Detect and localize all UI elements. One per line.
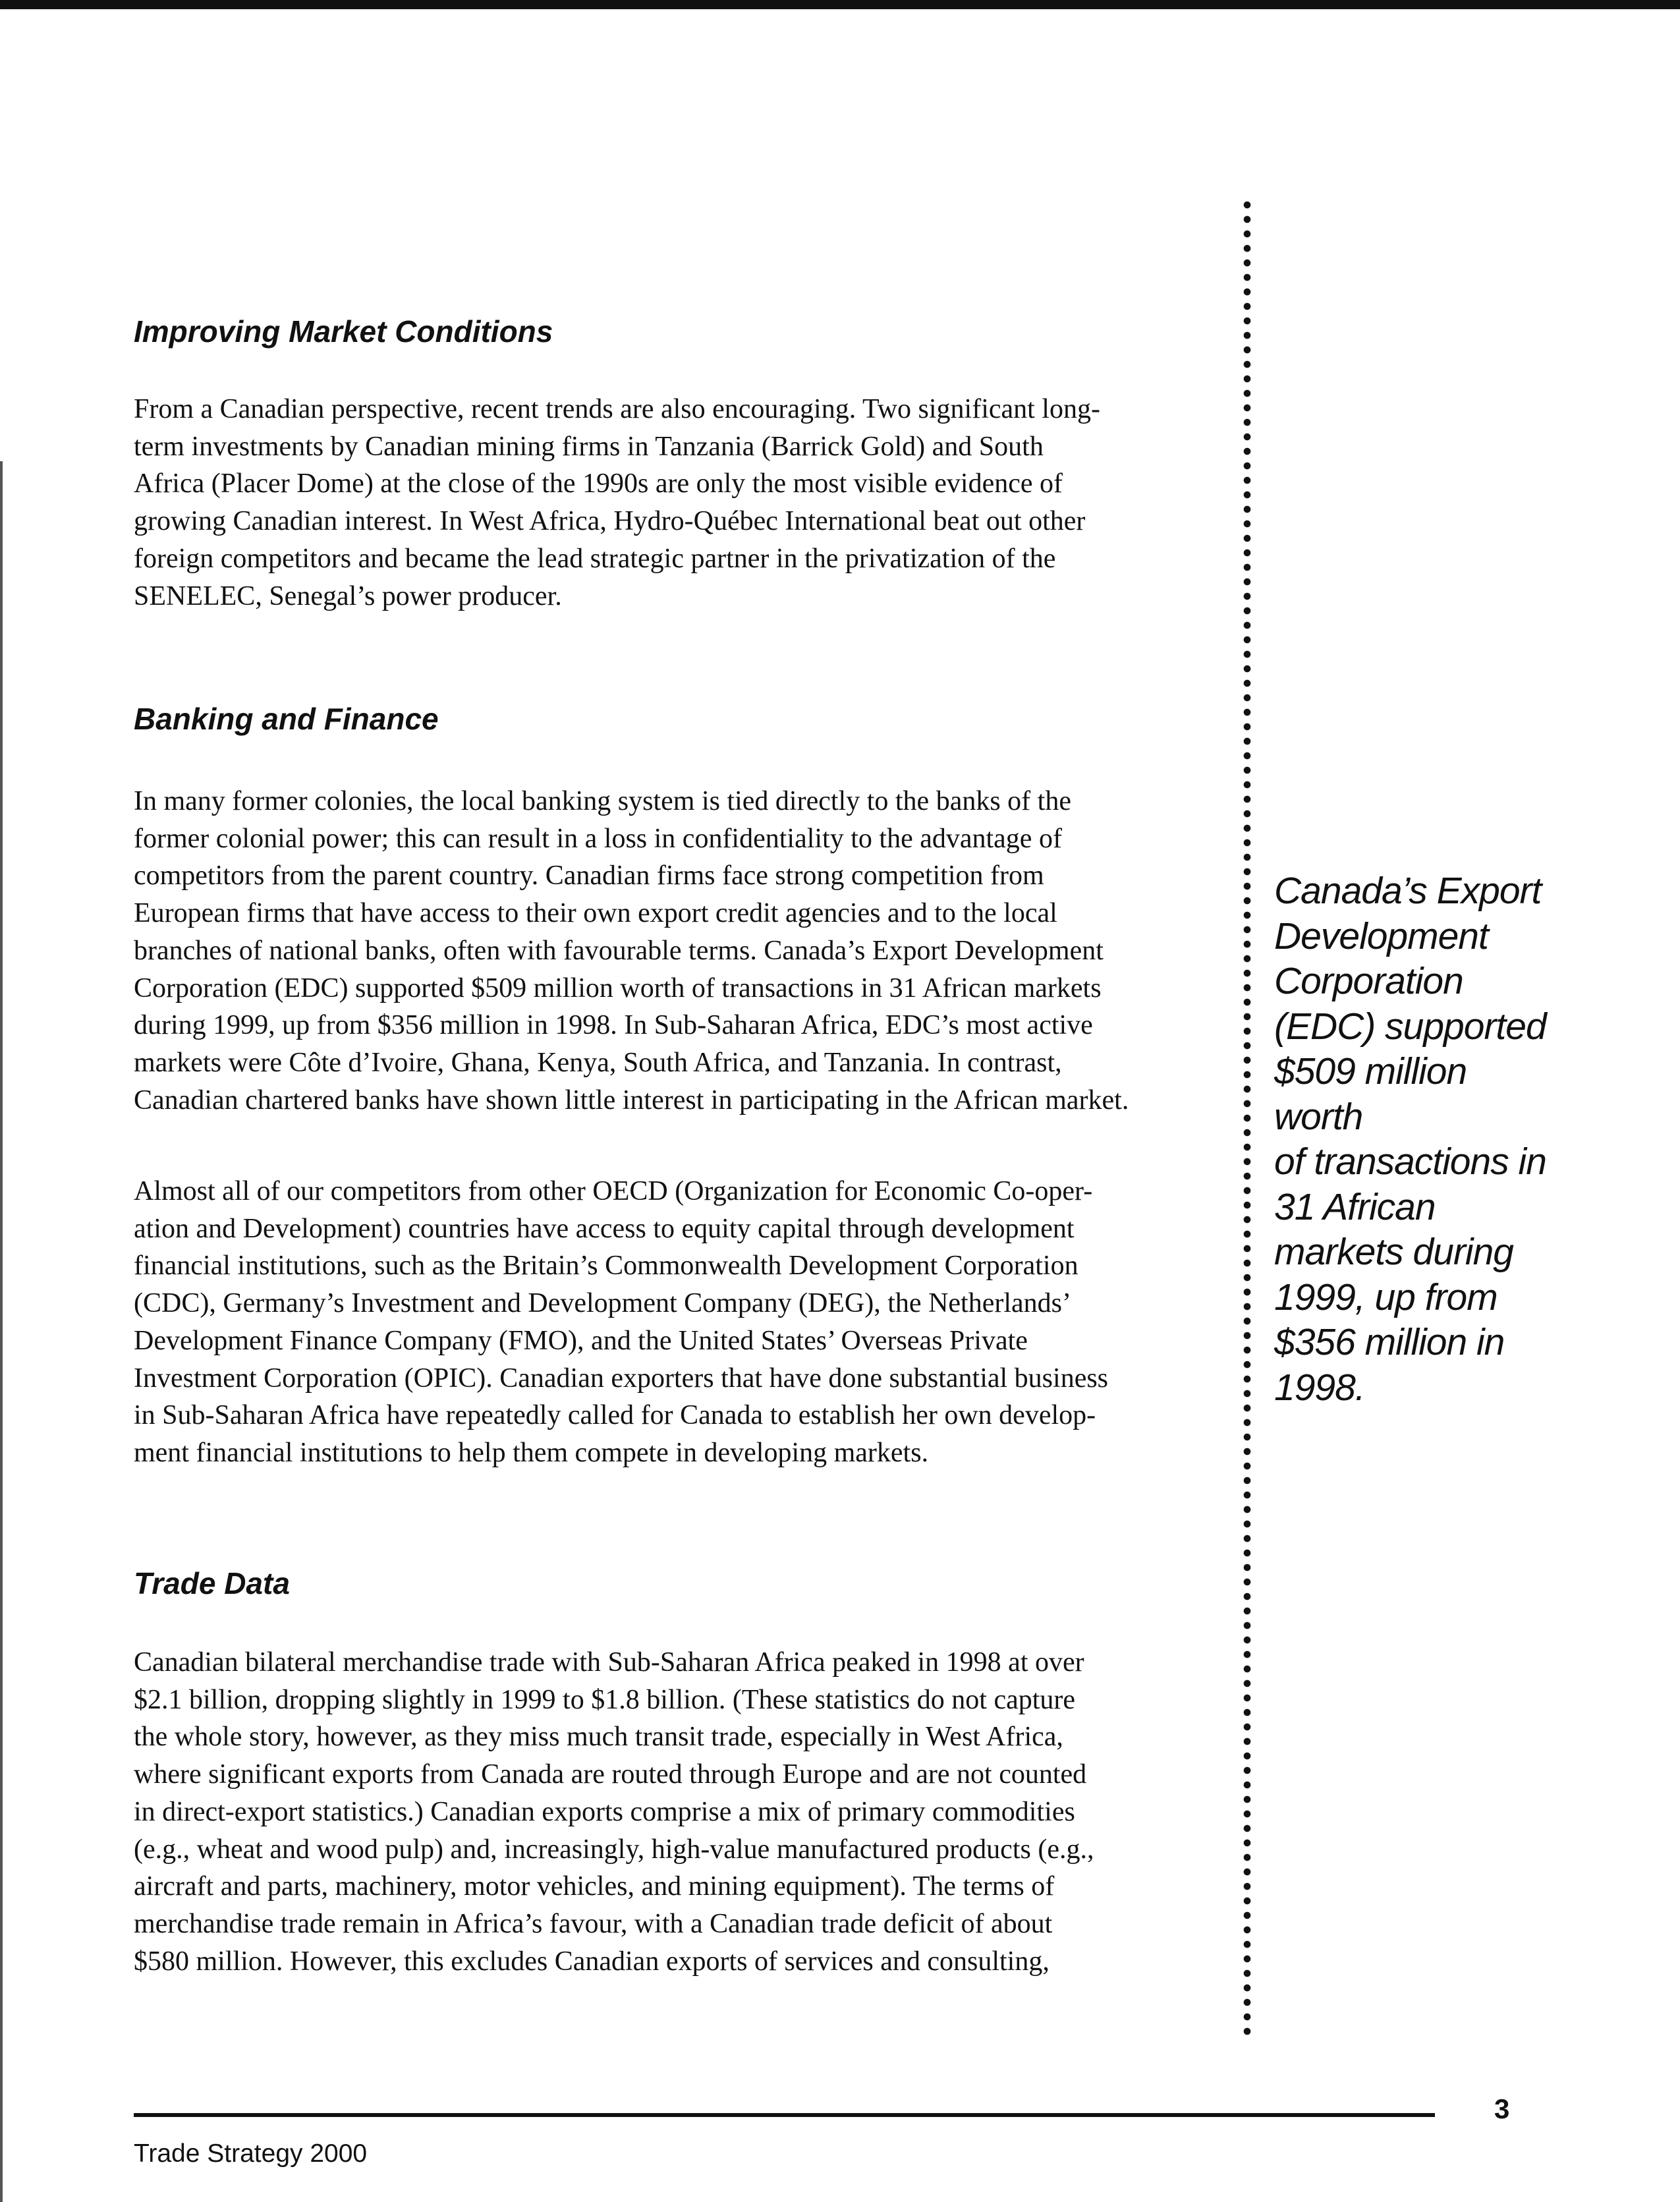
section-heading-trade-data: Trade Data — [134, 1566, 290, 1600]
dotted-divider — [1243, 198, 1252, 2037]
page-number: 3 — [1494, 2093, 1510, 2124]
paragraph-banking-finance-2: Almost all of our competitors from other OECD (Organization for Economic Co-oper- ation and Development) countries have access to equity capital through development financial institutions, such as the Britain’s Commonwealth Development Corporation (CDC), Germany’s Investment and Development Company (DEG), the Netherlands’ Development Finance Company (FMO), and the United States’ Overseas Private Investment Corporation (OPIC). Canadian exporters that have done substantial business in Sub-Saharan Africa have repeatedly called for Canada to establish her own develop- ment financial institutions to help them compete in developing markets. — [134, 1176, 1109, 1468]
footer-title: Trade Strategy 2000 — [134, 2139, 368, 2168]
pull-quote: Canada’s Export Development Corporation (EDC) supported $509 million worth of transactions in 31 African markets during 1999, up from $356 million in 1998. — [1274, 870, 1546, 1409]
left-edge-scan-line — [0, 461, 3, 2202]
section-heading-banking-finance: Banking and Finance — [134, 702, 439, 736]
footer-rule — [134, 2113, 1435, 2117]
paragraph-trade-data: Canadian bilateral merchandise trade with Sub-Saharan Africa peaked in 1998 at over $2.1 billion, dropping slightly in 1999 to $1.8 billion. (These statistics do not capture the whole story, however, as they miss much transit trade, especially in West Africa, where significant exports from Canada are routed through Europe and are not counted in direct-export statistics.) Canadian exports comprise a mix of primary commodities (e.g., wheat and wood pulp) and, increasingly, high-value manufactured products (e.g., aircraft and parts, machinery, motor vehicles, and mining equipment). The terms of merchandise trade remain in Africa’s favour, with a Canadian trade deficit of about $580 million. However, this excludes Canadian exports of services and consulting, — [134, 1647, 1094, 1977]
section-heading-market-conditions: Improving Market Conditions — [134, 314, 553, 349]
paragraph-market-conditions: From a Canadian perspective, recent trends are also encouraging. Two significant long- term investments by Canadian mining firms in Tanzania (Barrick Gold) and South Africa (Placer Dome) at the close of the 1990s are only the most visible evidence of growing Canadian interest. In West Africa, Hydro-Québec International beat out other foreign competitors and became the lead strategic partner in the privatization of the SENELEC, Senegal’s power producer. — [134, 394, 1100, 611]
top-border-rule — [0, 0, 1680, 9]
paragraph-banking-finance-1: In many former colonies, the local banking system is tied directly to the banks of the former colonial power; this can result in a loss in confidentiality to the advantage of competitors from the parent country. Canadian firms face strong competition from European firms that have access to their own export credit agencies and to the local branches of national banks, often with favourable terms. Canada’s Export Development Corporation (EDC) supported $509 million worth of transactions in 31 African markets during 1999, up from $356 million in 1998. In Sub-Saharan Africa, EDC’s most active markets were Côte d’Ivoire, Ghana, Kenya, South Africa, and Tanzania. In contrast, Canadian chartered banks have shown little interest in participating in the African market. — [134, 786, 1129, 1115]
